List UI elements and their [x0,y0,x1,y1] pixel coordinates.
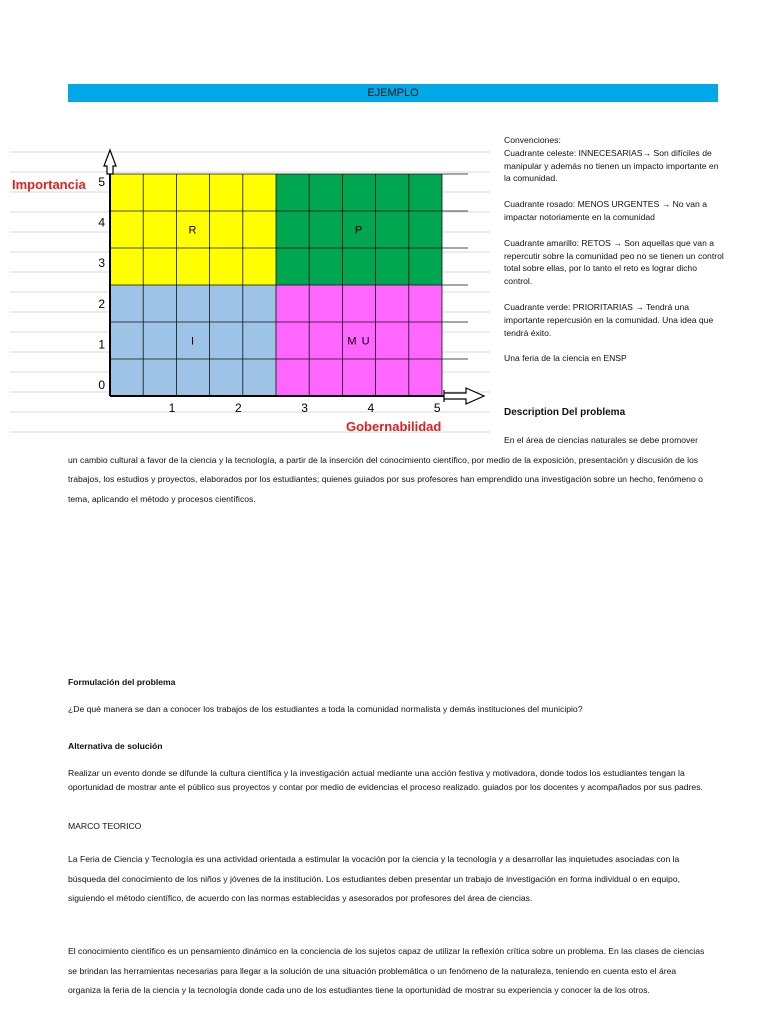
y-tick-label: 4 [98,215,105,230]
convention-amarillo: Cuadrante amarillo: RETOS → Son aquellas que van a repercutir sobre la comunidad peo no se tienen un control total sobre ellas, por lo tanto el reto es lograr dicho control. [504,237,724,287]
quadrant-label: R [188,224,198,237]
formulacion-text: ¿De qué manera se dan a conocer los trabajos de los estudiantes a toda la comunidad normalista y demás instituciones del municipio? [68,704,583,714]
example-banner: EJEMPLO [68,84,718,102]
y-tick-label: 3 [98,256,105,271]
x-tick-label: 2 [234,401,242,415]
convention-rosado: Cuadrante rosado: MENOS URGENTES → No van a impactar notoriamente en la comunidad [504,199,707,222]
marco-title: MARCO TEORICO [68,821,142,831]
quadrant-label: M U [347,335,371,348]
convention-celeste: Cuadrante celeste: INNECESARIAS→ Son difíciles de manipular y además no tienen un impacto importante en la comunidad. [504,147,719,184]
y-tick-labels [98,175,105,392]
conventions-title: Convenciones: [504,135,561,145]
y-axis-label: Importancia [12,177,86,192]
quadrant-label: I [190,335,196,348]
y-axis-arrow-icon [104,150,116,174]
x-tick-labels [169,401,441,415]
alternativa-text: Realizar un evento donde se difunde la cultura científica y la investigación actual mediante una acción festiva y motivadora, donde todos los estudiantes tengan la oportunidad de mostrar ante el público sus proyectos y contar por medio de evidencias el proceso realizado. guiados por los docentes y acompañados por sus padres. [68,768,703,792]
x-tick-label: 4 [367,401,375,415]
quadrant-label: P [354,224,364,237]
x-tick-label: 5 [433,401,441,415]
convention-verde: Cuadrante verde: PRIORITARIAS → Tendrá una importante repercusión en la comunidad. Una idea que tendrá éxito. [504,301,714,338]
y-tick-label: 5 [98,175,105,189]
convention-feria: Una feria de la ciencia en ENSP [504,353,627,364]
y-tick-label: 2 [98,296,105,311]
description-text: En el área de ciencias naturales se debe promover un cambio cultural a favor de la ciencia y la tecnología, a partir de la inserción del conocimiento científico, por medio de la exposición, presentación y discusión de los trabajos, los estudios y proyectos, elaborados por los estudiantes; quienes guiados por sus profesores han emprendido una investigación sobre un hecho, fenómeno o tema, aplicando el método y procesos científicos. [68,435,703,504]
conventions-block [504,134,724,378]
x-tick-label: 1 [168,401,176,415]
y-tick-label: 0 [98,378,105,392]
x-tick-label: 3 [301,401,308,415]
governability-chart [10,142,490,440]
marco-paragraph-2: El conocimiento científico es un pensamiento dinámico en la conciencia de los sujetos capaz de utilizar la reflexión crítica sobre un problema. En las clases de ciencias se brindan las herramientas necesarias para llegar a la solución de una situación problemática o un fenómeno de la naturaleza, teniendo en cuenta esto el área organiza la feria de la ciencia y la tecnología donde cada uno de los estudiantes tiene la oportunidad de mostrar su experiencia y conocer la de los otros. [68,946,705,995]
x-axis-arrow-icon [444,388,484,404]
x-axis-label: Gobernabilidad [346,419,442,434]
description-title: Description Del problema [504,407,626,418]
y-tick-label: 1 [98,337,105,352]
alternativa-title: Alternativa de solución [68,741,163,751]
formulacion-title: Formulación del problema [68,677,176,687]
marco-paragraph-1: La Feria de Ciencia y Tecnología es una actividad orientada a estimular la vocación por la ciencia y la tecnología y a desarrollar las inquietudes asociadas con la búsqueda del conocimiento de los niños y jóvenes de la institución. Los estudiantes deben presentar un trabajo de investigación en forma individual o en equipo, siguiendo el método científico, de acuerdo con las normas establecidas y asesorados por profesores del área de ciencias. [68,854,680,903]
